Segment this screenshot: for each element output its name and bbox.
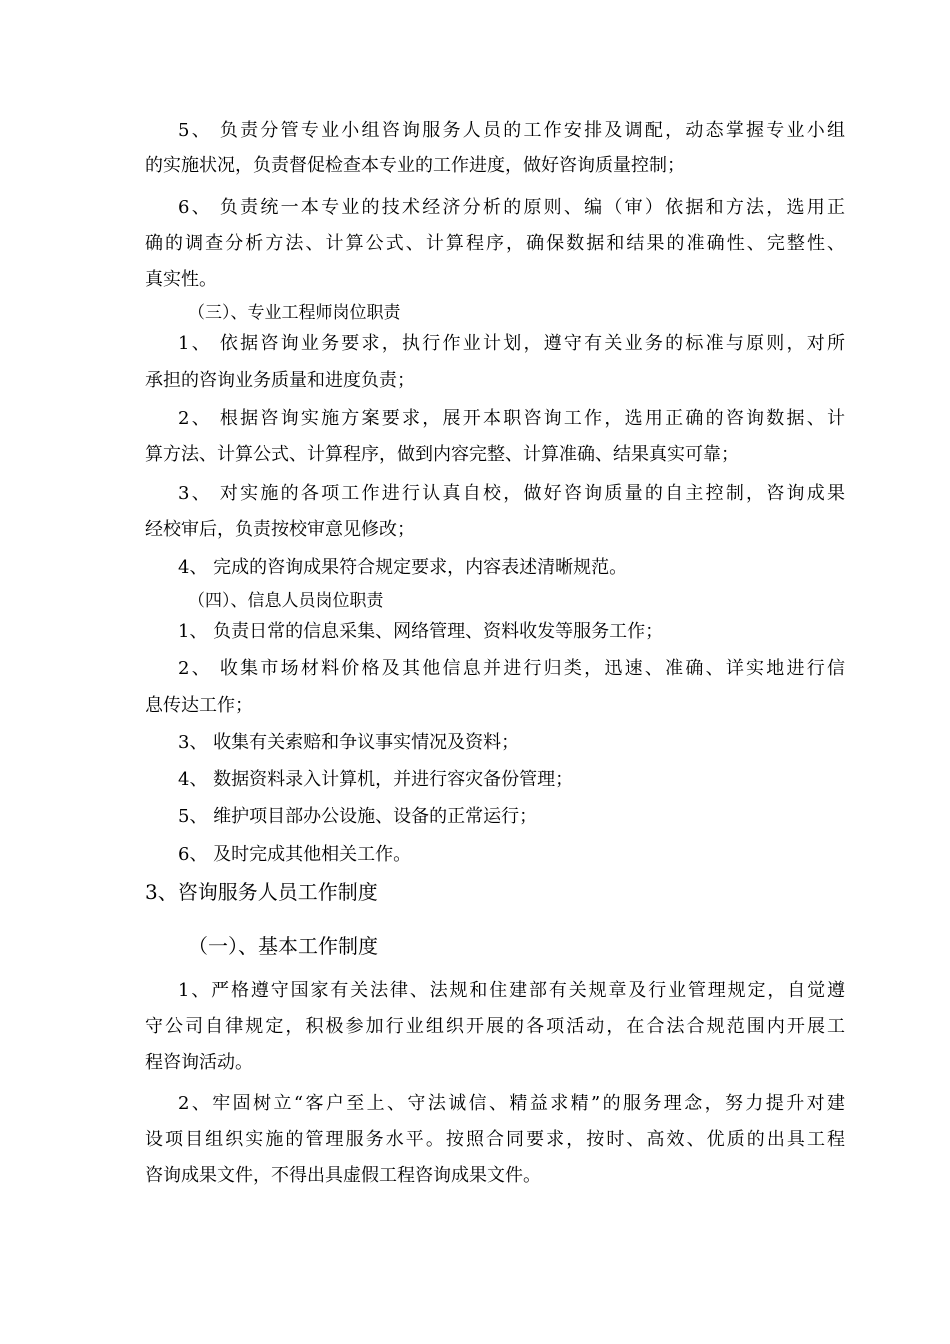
paragraph-line: 3、 收集有关索赔和争议事实情况及资料；: [178, 732, 520, 753]
paragraph-line: 承担的咨询业务质量和进度负责；: [145, 370, 415, 391]
paragraph-line: 6、 负责统一本专业的技术经济分析的原则、编（审）依据和方法，选用正: [178, 197, 845, 218]
paragraph-line: 2、 收集市场材料价格及其他信息并进行归类，迅速、准确、详实地进行信: [178, 658, 845, 679]
paragraph-line: 程咨询活动。: [145, 1052, 253, 1073]
paragraph-line: 4、 数据资料录入计算机，并进行容灾备份管理；: [178, 769, 574, 790]
paragraph-line: 2、牢固树立“客户至上、守法诚信、精益求精”的服务理念，努力提升对建: [178, 1093, 845, 1114]
section-heading: （一）、基本工作制度: [188, 934, 378, 958]
section-heading: （四）、信息人员岗位职责: [188, 591, 384, 611]
paragraph-line: 经校审后，负责按校审意见修改；: [145, 519, 415, 540]
paragraph-line: 守公司自律规定，积极参加行业组织开展的各项活动，在合法合规范围内开展工: [145, 1016, 845, 1037]
paragraph-line: 2、 根据咨询实施方案要求，展开本职咨询工作，选用正确的咨询数据、计: [178, 408, 845, 429]
paragraph-line: 息传达工作；: [145, 695, 253, 716]
paragraph-line: 的实施状况，负责督促检查本专业的工作进度，做好咨询质量控制；: [145, 155, 685, 176]
section-heading: （三）、专业工程师岗位职责: [188, 303, 401, 323]
paragraph-line: 真实性。: [145, 269, 217, 290]
paragraph-line: 1、 依据咨询业务要求，执行作业计划，遵守有关业务的标准与原则，对所: [178, 333, 845, 354]
paragraph-line: 4、 完成的咨询成果符合规定要求，内容表述清晰规范。: [178, 557, 628, 578]
paragraph-line: 确的调查分析方法、计算公式、计算程序，确保数据和结果的准确性、完整性、: [145, 233, 845, 254]
paragraph-line: 咨询成果文件，不得出具虚假工程咨询成果文件。: [145, 1165, 541, 1186]
paragraph-line: 算方法、计算公式、计算程序，做到内容完整、计算准确、结果真实可靠；: [145, 444, 739, 465]
paragraph-line: 5、 负责分管专业小组咨询服务人员的工作安排及调配，动态掌握专业小组: [178, 120, 845, 141]
paragraph-line: 5、 维护项目部办公设施、设备的正常运行；: [178, 806, 538, 827]
paragraph-line: 1、严格遵守国家有关法律、法规和住建部有关规章及行业管理规定，自觉遵: [178, 980, 845, 1001]
paragraph-line: 1、 负责日常的信息采集、网络管理、资料收发等服务工作；: [178, 621, 664, 642]
paragraph-line: 3、 对实施的各项工作进行认真自校，做好咨询质量的自主控制，咨询成果: [178, 483, 845, 504]
chapter-heading: 3、咨询服务人员工作制度: [145, 880, 378, 904]
paragraph-line: 6、 及时完成其他相关工作。: [178, 844, 412, 865]
paragraph-line: 设项目组织实施的管理服务水平。按照合同要求，按时、高效、优质的出具工程: [145, 1129, 845, 1150]
